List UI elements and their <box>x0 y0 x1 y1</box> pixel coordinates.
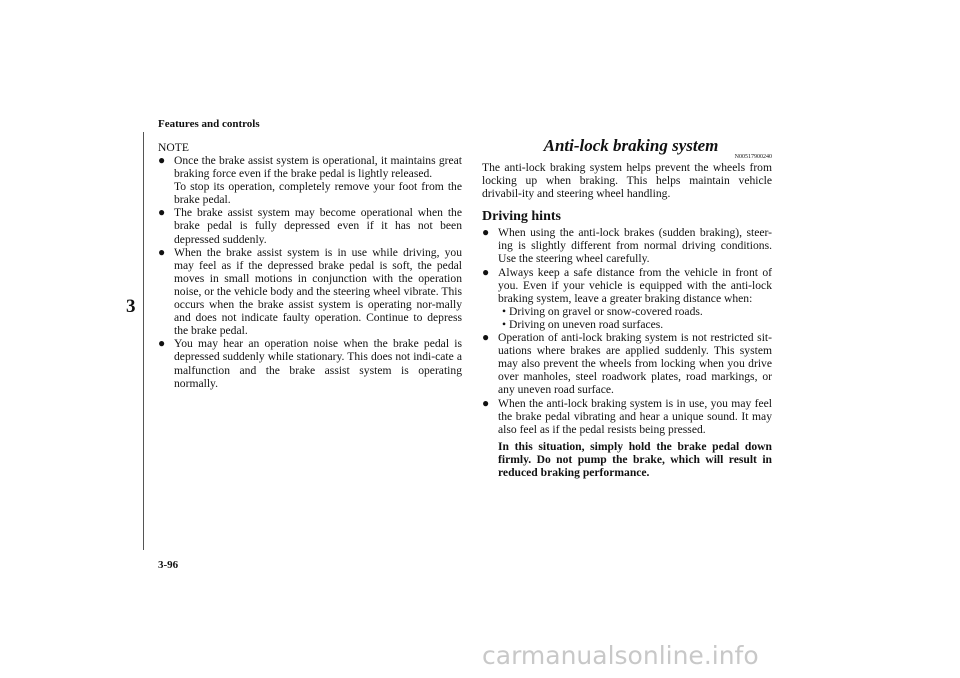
left-column <box>158 141 462 390</box>
hint-bullet <box>482 226 772 265</box>
running-header: Features and controls <box>158 118 260 130</box>
sub-item: • Driving on gravel or snow-covered roads. <box>502 304 703 318</box>
note-bullet <box>158 206 462 245</box>
chapter-tab: 3 <box>126 296 136 317</box>
sub-item: • Driving on uneven road surfaces. <box>502 317 664 331</box>
section-code: N00517900240 <box>734 154 772 160</box>
bullet-dot-icon: ● <box>158 153 166 167</box>
hint-bullet <box>482 397 772 480</box>
section-title: Anti-lock braking system <box>543 136 719 155</box>
hint-text: Operation of anti-lock braking system is not restricted sit-uations where brakes are applied suddenly. This system may also prevent the wheels from locking when you drive over manholes, steel roadwork plates, road markings, or any uneven road surface. <box>498 331 772 397</box>
bullet-dot-icon: ● <box>482 264 490 279</box>
note-label: NOTE <box>158 141 189 154</box>
note-bullet <box>158 154 462 206</box>
hint-text: Always keep a safe distance from the vehicle in front of you. Even if your vehicle is equipped with the anti-lock braking system, leave a greater braking distance when: <box>498 265 772 305</box>
page-number: 3-96 <box>158 559 179 571</box>
hint-text: When using the anti-lock brakes (sudden braking), steer-ing is slightly different from normal driving conditions. Use the steering wheel carefully. <box>498 226 772 266</box>
note-text: When the brake assist system is in use while driving, you may feel as if the depressed brake pedal is soft, the pedal moves in small motions in conjunction with the operation noise, or the vehicle body and the steering wheel vibrate. This occurs when the brake assist system is operating nor-mally and does not indicate faulty operation. Continue to depress the brake pedal. <box>174 245 462 338</box>
bullet-dot-icon: ● <box>482 395 490 410</box>
bullet-dot-icon: ● <box>158 205 166 220</box>
subheading-driving-hints: Driving hints <box>482 209 561 225</box>
watermark: carmanualsonline.info <box>482 641 759 670</box>
note-text: You may hear an operation noise when the brake pedal is depressed suddenly while stationary. This does not indi-cate a malfunction and the brake assist system is operating normally. <box>174 337 462 390</box>
bullet-dot-icon: ● <box>158 244 166 259</box>
note-text: The brake assist system may become operational when the brake pedal is fully depressed even if it has not been depressed suddenly. <box>174 206 462 246</box>
note-text: To stop its operation, completely remove your foot from the brake pedal. <box>174 180 462 207</box>
note-bullet <box>158 246 462 338</box>
note-text: Once the brake assist system is operational, it maintains great braking force even if the brake pedal is lightly released. <box>174 154 462 181</box>
bullet-dot-icon: ● <box>158 336 166 351</box>
note-bullet <box>158 337 462 389</box>
side-divider <box>143 132 144 550</box>
right-column <box>482 135 772 479</box>
caution-text: In this situation, simply hold the brake pedal down firmly. Do not pump the brake, which will result in reduced braking performance. <box>498 439 772 479</box>
hint-bullet <box>482 331 772 396</box>
bullet-dot-icon: ● <box>482 225 490 240</box>
hint-bullet <box>482 266 772 331</box>
intro-paragraph: The anti-lock braking system helps prevent the wheels from locking up when braking. This helps maintain vehicle drivabil-ity and steering wheel handling. <box>482 161 772 201</box>
bullet-dot-icon: ● <box>482 330 490 345</box>
hint-text: When the anti-lock braking system is in use, you may feel the brake pedal vibrating and hear a unique sound. It may also feel as if the pedal resists being pressed. <box>498 396 772 436</box>
